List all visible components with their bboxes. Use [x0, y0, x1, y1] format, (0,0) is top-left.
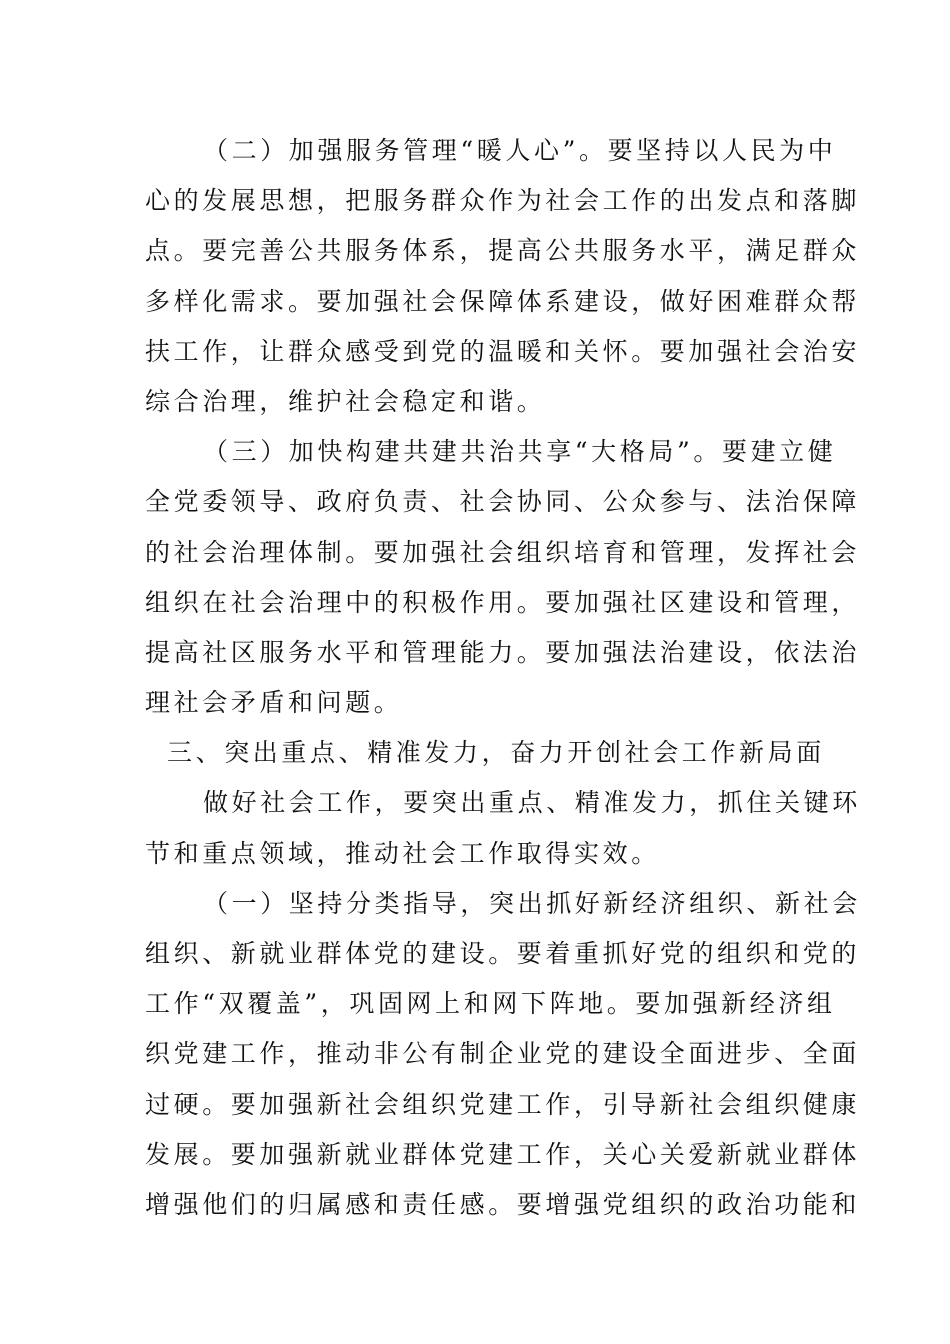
- body-text: [145, 126, 861, 1230]
- paragraph-line: 全党委领导、政府负责、社会协同、公众参与、法治保障: [145, 487, 861, 517]
- paragraph-line: 理社会矛盾和问题。: [145, 688, 403, 718]
- paragraph-line: （一）坚持分类指导，突出抓好新经济组织、新社会: [203, 888, 861, 918]
- paragraph-line: 提高社区服务水平和管理能力。要加强法治建设，依法治: [145, 637, 861, 667]
- paragraph-line: 增强他们的归属感和责任感。要增强党组织的政治功能和: [145, 1189, 861, 1219]
- paragraph-line: 心的发展思想，把服务群众作为社会工作的出发点和落脚: [145, 186, 861, 216]
- paragraph-line: 做好社会工作，要突出重点、精准发力，抓住关键环: [203, 788, 861, 818]
- paragraph-line: 过硬。要加强新社会组织党建工作，引导新社会组织健康: [145, 1089, 861, 1119]
- paragraph-line: 扶工作，让群众感受到党的温暖和关怀。要加强社会治安: [145, 336, 861, 366]
- paragraph-line: （二）加强服务管理“暖人心”。要坚持以人民为中: [203, 136, 837, 165]
- paragraph-line: 综合治理，维护社会稳定和谐。: [145, 386, 546, 416]
- paragraph-line: 的社会治理体制。要加强社会组织培育和管理，发挥社会: [145, 537, 861, 567]
- paragraph-line: 发展。要加强新就业群体党建工作，关心关爱新就业群体: [145, 1139, 861, 1169]
- paragraph-line: 多样化需求。要加强社会保障体系建设，做好困难群众帮: [145, 286, 861, 316]
- paragraph-line: 组织、新就业群体党的建设。要着重抓好党的组织和党的: [145, 939, 861, 968]
- paragraph-line: 组织在社会治理中的积极作用。要加强社区建设和管理，: [145, 587, 861, 617]
- paragraph-line: 织党建工作，推动非公有制企业党的建设全面进步、全面: [145, 1039, 861, 1069]
- paragraph-line: （三）加快构建共建共治共享“大格局”。要建立健: [203, 437, 837, 467]
- section-heading: 三、突出重点、精准发力，奋力开创社会工作新局面: [167, 738, 825, 768]
- paragraph-line: 工作“双覆盖”，巩固网上和网下阵地。要加强新经济组: [145, 989, 836, 1019]
- paragraph-line: 节和重点领域，推动社会工作取得实效。: [145, 838, 660, 868]
- paragraph-line: 点。要完善公共服务体系，提高公共服务水平，满足群众: [145, 236, 861, 266]
